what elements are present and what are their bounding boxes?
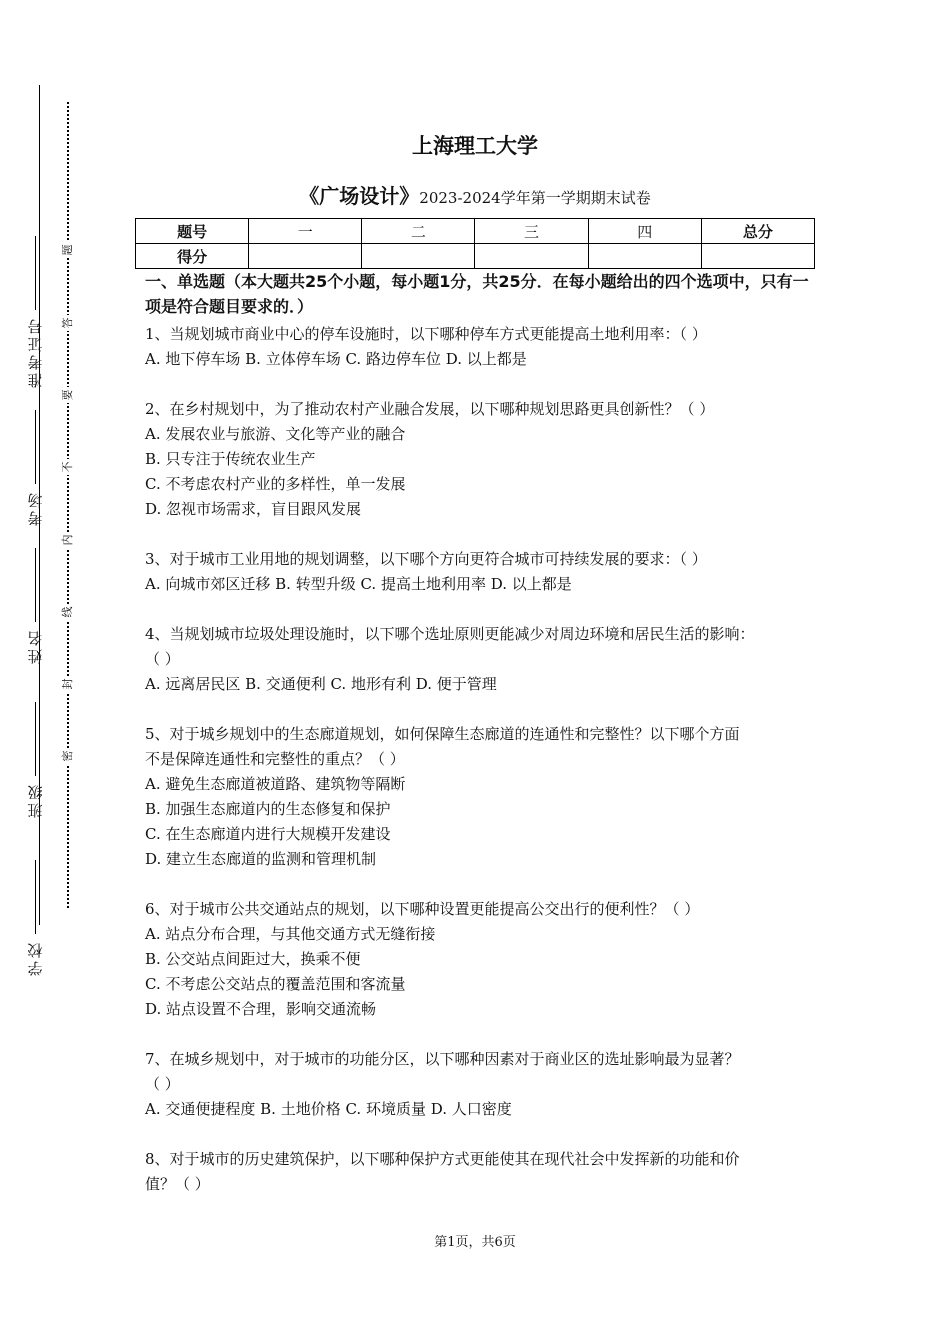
answer-option: A. 地下停车场 B. 立体停车场 C. 路边停车位 D. 以上都是 xyxy=(145,350,527,368)
option-list xyxy=(145,572,817,597)
question-stem: 8、对于城市的历史建筑保护，以下哪种保护方式更能使其在现代社会中发挥新的功能和价 xyxy=(145,1150,740,1168)
seal-char: 内 xyxy=(61,532,75,548)
section-title: 一、单选题（本大题共25个小题，每小题1分，共25分．在每小题给出的四个选项中，只有一项是符合题目要求的．） xyxy=(145,272,809,316)
score-table xyxy=(135,218,815,269)
answer-option: D. 建立生态廊道的监测和管理机制 xyxy=(145,850,377,868)
answer-option: A. 发展农业与旅游、文化等产业的融合 xyxy=(145,425,406,443)
question-item xyxy=(145,322,817,372)
question-item xyxy=(145,547,817,597)
score-table-cell: 总分 xyxy=(701,219,814,244)
question-stem: 值？（ ） xyxy=(145,1175,210,1193)
margin-field-label: 学校 xyxy=(26,940,45,976)
answer-option: A. 站点分布合理，与其他交通方式无缝衔接 xyxy=(145,925,436,943)
blank-line xyxy=(34,860,36,934)
question-stem: 7、在城乡规划中，对于城市的功能分区，以下哪种因素对于商业区的选址影响最为显著？ xyxy=(145,1050,740,1068)
exam-title xyxy=(0,180,950,209)
seal-char: 要 xyxy=(61,387,75,403)
question-stem: （ ） xyxy=(145,1075,180,1093)
score-table-cell: 三 xyxy=(475,219,588,244)
answer-option: B. 加强生态廊道内的生态修复和保护 xyxy=(145,800,391,818)
question-stem: 不是保障连通性和完整性的重点？（ ） xyxy=(145,750,405,768)
margin-field-name xyxy=(15,548,55,664)
blank-line xyxy=(34,410,36,484)
score-input-cell xyxy=(249,244,362,269)
option-list xyxy=(145,422,817,522)
margin-field-exam-id xyxy=(15,236,55,388)
question-item xyxy=(145,1047,817,1122)
page-footer: 第1页，共6页 xyxy=(434,1235,516,1250)
option-list xyxy=(145,772,817,872)
answer-option: C. 不考虑公交站点的覆盖范围和客流量 xyxy=(145,975,406,993)
seal-dotted-line xyxy=(67,102,69,908)
answer-option: D. 站点设置不合理，影响交通流畅 xyxy=(145,1000,377,1018)
margin-field-label: 准考证号 xyxy=(26,316,45,388)
score-table-cell: 题号 xyxy=(136,219,249,244)
seal-char: 题 xyxy=(61,242,75,258)
option-list xyxy=(145,347,817,372)
score-table-cell: 得分 xyxy=(136,244,249,269)
question-item xyxy=(145,897,817,1022)
question-item xyxy=(145,722,817,872)
answer-option: A. 避免生态廊道被道路、建筑物等隔断 xyxy=(145,775,406,793)
blank-line xyxy=(34,702,36,776)
exam-term: 2023-2024学年第一学期期末试卷 xyxy=(419,189,651,207)
exam-content xyxy=(145,269,817,1222)
option-list xyxy=(145,672,817,697)
score-table-score-row xyxy=(136,244,815,269)
seal-char: 答 xyxy=(61,315,75,331)
blank-line xyxy=(34,548,36,622)
option-list xyxy=(145,922,817,1022)
question-stem: 2、在乡村规划中，为了推动农村产业融合发展，以下哪种规划思路更具创新性？（ ） xyxy=(145,400,715,418)
question-stem: 4、当规划城市垃圾处理设施时，以下哪个选址原则更能减少对周边环境和居民生活的影响： xyxy=(145,625,755,643)
question-stem: （ ） xyxy=(145,650,180,668)
score-table-cell: 二 xyxy=(362,219,475,244)
margin-field-class xyxy=(15,702,55,818)
answer-option: A. 交通便捷程度 B. 土地价格 C. 环境质量 D. 人口密度 xyxy=(145,1100,512,1118)
answer-option: C. 在生态廊道内进行大规模开发建设 xyxy=(145,825,391,843)
margin-field-school xyxy=(15,860,55,976)
question-stem: 1、当规划城市商业中心的停车设施时，以下哪种停车方式更能提高土地利用率：（ ） xyxy=(145,325,707,343)
seal-char: 密 xyxy=(61,748,75,764)
answer-option: D. 忽视市场需求，盲目跟风发展 xyxy=(145,500,362,518)
score-input-cell xyxy=(362,244,475,269)
score-input-cell xyxy=(701,244,814,269)
question-item xyxy=(145,1147,817,1197)
score-input-cell xyxy=(588,244,701,269)
answer-option: B. 只专注于传统农业生产 xyxy=(145,450,316,468)
score-table-header-row xyxy=(136,219,815,244)
option-list xyxy=(145,1097,817,1122)
margin-field-label: 班级 xyxy=(26,782,45,818)
blank-line xyxy=(34,236,36,310)
seal-char: 不 xyxy=(61,459,75,475)
question-stem: 3、对于城市工业用地的规划调整，以下哪个方向更符合城市可持续发展的要求：（ ） xyxy=(145,550,707,568)
margin-field-label: 考场 xyxy=(26,490,45,526)
answer-option: A. 远离居民区 B. 交通便利 C. 地形有利 D. 便于管理 xyxy=(145,675,497,693)
margin-field-label: 姓名 xyxy=(26,628,45,664)
score-input-cell xyxy=(475,244,588,269)
score-table-cell: 一 xyxy=(249,219,362,244)
question-list xyxy=(145,322,817,1197)
course-name: 《广场设计》 xyxy=(299,184,420,208)
margin-field-exam-room xyxy=(15,410,55,526)
university-title: 上海理工大学 xyxy=(412,134,538,158)
answer-option: C. 不考虑农村产业的多样性，单一发展 xyxy=(145,475,406,493)
question-item xyxy=(145,397,817,522)
seal-char: 线 xyxy=(61,604,75,620)
answer-option: B. 公交站点间距过大，换乘不便 xyxy=(145,950,361,968)
score-table-cell: 四 xyxy=(588,219,701,244)
seal-char: 封 xyxy=(61,676,75,692)
question-stem: 6、对于城市公共交通站点的规划，以下哪种设置更能提高公交出行的便利性？（ ） xyxy=(145,900,700,918)
question-item xyxy=(145,622,817,697)
question-stem: 5、对于城乡规划中的生态廊道规划，如何保障生态廊道的连通性和完整性？以下哪个方面 xyxy=(145,725,740,743)
answer-option: A. 向城市郊区迁移 B. 转型升级 C. 提高土地利用率 D. 以上都是 xyxy=(145,575,572,593)
